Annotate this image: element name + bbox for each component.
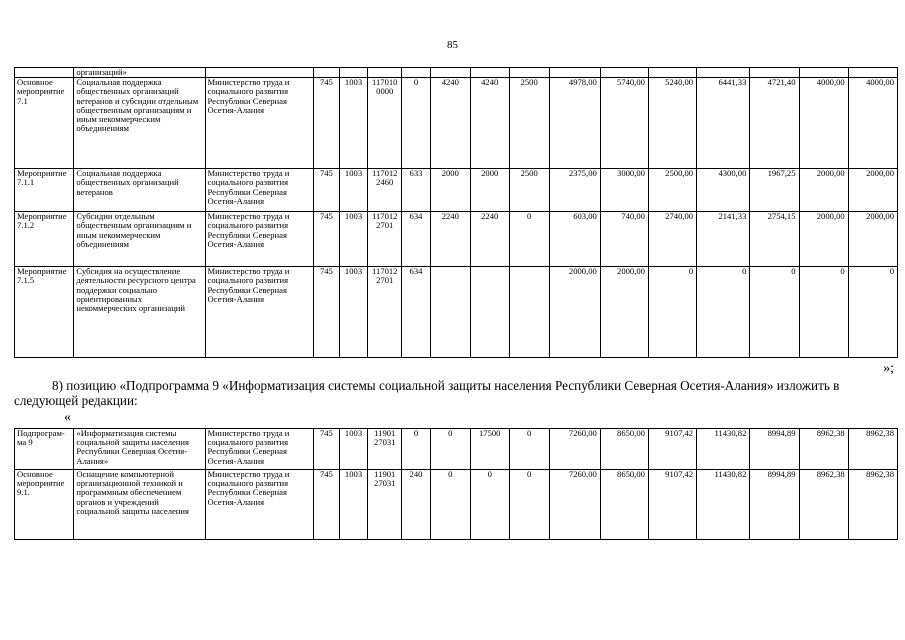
cell-name: Социальная поддержка общественных организаций ветеранов xyxy=(74,169,205,212)
cell-y2015: 17500 xyxy=(470,429,509,470)
cell-rzpr xyxy=(339,68,368,78)
cell-csr xyxy=(368,68,402,78)
cell-y2014: 2000 xyxy=(430,169,470,212)
cell-y2016 xyxy=(509,267,549,358)
cell-code: Подпрограм-ма 9 xyxy=(15,429,74,470)
cell-vr: 0 xyxy=(402,78,431,169)
cell-y2014: 0 xyxy=(430,429,470,470)
cell-rzpr: 1003 xyxy=(339,212,368,267)
cell-y2017 xyxy=(549,68,600,78)
cell-rzpr: 1003 xyxy=(339,470,368,540)
cell-code: Мероприятие 7.1.1 xyxy=(15,169,74,212)
cell-y2014 xyxy=(430,267,470,358)
cell-name: Субсидия на осуществление деятельности ресурсного центра поддержки социально ориентированных некоммерческих организаций xyxy=(74,267,205,358)
cell-csr: 117012 2701 xyxy=(368,267,402,358)
cell-csr: 117012 2701 xyxy=(368,212,402,267)
cell-y2014: 2240 xyxy=(430,212,470,267)
cell-grbs: 745 xyxy=(314,267,340,358)
cell-code xyxy=(15,68,74,78)
cell-code: Основное мероприятие 7.1 xyxy=(15,78,74,169)
cell-name: Субсидии отдельным общественным организациям и иным некоммерческим объединениям xyxy=(74,212,205,267)
cell-y2014: 0 xyxy=(430,470,470,540)
cell-y2019: 9107,42 xyxy=(648,470,696,540)
cell-y2023 xyxy=(848,68,897,78)
cell-y2019 xyxy=(648,68,696,78)
cell-y2019: 0 xyxy=(648,267,696,358)
cell-y2023: 4000,00 xyxy=(848,78,897,169)
cell-y2016: 0 xyxy=(509,212,549,267)
cell-rzpr: 1003 xyxy=(339,78,368,169)
cell-y2022: 0 xyxy=(799,267,848,358)
cell-y2020: 11430,82 xyxy=(697,470,750,540)
table-row xyxy=(15,169,898,212)
cell-y2017: 603,00 xyxy=(549,212,600,267)
cell-y2017: 2000,00 xyxy=(549,267,600,358)
cell-y2021: 0 xyxy=(750,267,799,358)
cell-y2020: 0 xyxy=(697,267,750,358)
cell-grbs: 745 xyxy=(314,212,340,267)
cell-csr: 11901 27031 xyxy=(368,429,402,470)
cell-code: Мероприятие 7.1.5 xyxy=(15,267,74,358)
cell-name: Оснащение компьютерной организационной техникой и программным обеспечением органов и учреждений социальной защиты населения xyxy=(74,470,205,540)
table-row xyxy=(15,68,898,78)
cell-y2021: 1967,25 xyxy=(750,169,799,212)
cell-y2017: 7260,00 xyxy=(549,470,600,540)
cell-rzpr: 1003 xyxy=(339,169,368,212)
cell-y2022: 4000,00 xyxy=(799,78,848,169)
cell-y2019: 2500,00 xyxy=(648,169,696,212)
cell-y2021: 8994,89 xyxy=(750,429,799,470)
cell-responsible: Министерство труда и социального развития Республики Северная Осетия-Алания xyxy=(205,470,314,540)
cell-responsible: Министерство труда и социального развития Республики Северная Осетия-Алания xyxy=(205,429,314,470)
cell-y2021: 2754,15 xyxy=(750,212,799,267)
cell-y2014: 4240 xyxy=(430,78,470,169)
cell-y2017: 7260,00 xyxy=(549,429,600,470)
cell-y2015: 0 xyxy=(470,470,509,540)
cell-code: Мероприятие 7.1.2 xyxy=(15,212,74,267)
cell-y2023: 8962,38 xyxy=(848,470,897,540)
cell-y2016: 2500 xyxy=(509,169,549,212)
opening-quote-mark: « xyxy=(64,410,71,425)
cell-grbs: 745 xyxy=(314,169,340,212)
cell-vr: 633 xyxy=(402,169,431,212)
cell-y2018: 8650,00 xyxy=(600,429,648,470)
cell-y2020: 4300,00 xyxy=(697,169,750,212)
cell-y2023: 8962,38 xyxy=(848,429,897,470)
cell-csr: 11901 27031 xyxy=(368,470,402,540)
cell-responsible xyxy=(205,68,314,78)
cell-responsible: Министерство труда и социального развития Республики Северная Осетия-Алания xyxy=(205,78,314,169)
cell-y2019: 9107,42 xyxy=(648,429,696,470)
table-row xyxy=(15,470,898,540)
cell-y2015: 2240 xyxy=(470,212,509,267)
cell-y2016: 2500 xyxy=(509,78,549,169)
cell-responsible: Министерство труда и социального развития Республики Северная Осетия-Алания xyxy=(205,267,314,358)
cell-y2021: 4721,40 xyxy=(750,78,799,169)
cell-rzpr: 1003 xyxy=(339,429,368,470)
budget-table-subprogram-7 xyxy=(14,67,898,358)
cell-grbs: 745 xyxy=(314,470,340,540)
cell-responsible: Министерство труда и социального развития Республики Северная Осетия-Алания xyxy=(205,212,314,267)
cell-y2022: 2000,00 xyxy=(799,212,848,267)
cell-vr xyxy=(402,68,431,78)
cell-y2022: 2000,00 xyxy=(799,169,848,212)
cell-name: Социальная поддержка общественных организаций ветеранов и субсидии отдельным общественным организациям и иным некоммерческим объединениям xyxy=(74,78,205,169)
cell-csr: 117010 0000 xyxy=(368,78,402,169)
cell-y2020: 6441,33 xyxy=(697,78,750,169)
cell-y2018: 740,00 xyxy=(600,212,648,267)
cell-name: организаций» xyxy=(74,68,205,78)
cell-y2023: 2000,00 xyxy=(848,169,897,212)
cell-y2017: 4978,00 xyxy=(549,78,600,169)
cell-grbs xyxy=(314,68,340,78)
cell-y2015: 2000 xyxy=(470,169,509,212)
cell-y2019: 2740,00 xyxy=(648,212,696,267)
cell-y2021 xyxy=(750,68,799,78)
cell-y2018: 2000,00 xyxy=(600,267,648,358)
amendment-paragraph xyxy=(14,378,898,408)
closing-quote-mark: »; xyxy=(883,361,894,376)
cell-vr: 240 xyxy=(402,470,431,540)
cell-y2016: 0 xyxy=(509,470,549,540)
cell-csr: 117012 2460 xyxy=(368,169,402,212)
cell-rzpr: 1003 xyxy=(339,267,368,358)
cell-vr: 0 xyxy=(402,429,431,470)
cell-vr: 634 xyxy=(402,267,431,358)
page-number: 85 xyxy=(447,39,458,51)
cell-y2018: 3000,00 xyxy=(600,169,648,212)
table-row xyxy=(15,212,898,267)
cell-y2016: 0 xyxy=(509,429,549,470)
cell-y2020: 2141,33 xyxy=(697,212,750,267)
cell-vr: 634 xyxy=(402,212,431,267)
cell-grbs: 745 xyxy=(314,78,340,169)
amendment-paragraph-text: 8) позицию «Подпрограмма 9 «Информатизация системы социальной защиты населения Республики Северная Осетия-Алания» изложить в следующей редакции: xyxy=(14,378,840,408)
table-row xyxy=(15,267,898,358)
cell-code: Основное мероприятие 9.1. xyxy=(15,470,74,540)
table-row xyxy=(15,429,898,470)
table-row xyxy=(15,78,898,169)
cell-y2017: 2375,00 xyxy=(549,169,600,212)
cell-y2021: 8994,89 xyxy=(750,470,799,540)
cell-y2023: 0 xyxy=(848,267,897,358)
cell-y2015 xyxy=(470,267,509,358)
budget-table-subprogram-9 xyxy=(14,428,898,540)
cell-y2015 xyxy=(470,68,509,78)
cell-y2016 xyxy=(509,68,549,78)
cell-responsible: Министерство труда и социального развития Республики Северная Осетия-Алания xyxy=(205,169,314,212)
cell-y2022: 8962,38 xyxy=(799,470,848,540)
cell-y2018 xyxy=(600,68,648,78)
cell-y2018: 5740,00 xyxy=(600,78,648,169)
cell-y2019: 5240,00 xyxy=(648,78,696,169)
cell-y2023: 2000,00 xyxy=(848,212,897,267)
cell-grbs: 745 xyxy=(314,429,340,470)
cell-y2022 xyxy=(799,68,848,78)
cell-y2018: 8650,00 xyxy=(600,470,648,540)
cell-y2020: 11430,82 xyxy=(697,429,750,470)
cell-y2014 xyxy=(430,68,470,78)
cell-y2020 xyxy=(697,68,750,78)
cell-y2015: 4240 xyxy=(470,78,509,169)
cell-name: «Информатизация системы социальной защиты населения Республики Северная Осетия-Алания» xyxy=(74,429,205,470)
cell-y2022: 8962,38 xyxy=(799,429,848,470)
